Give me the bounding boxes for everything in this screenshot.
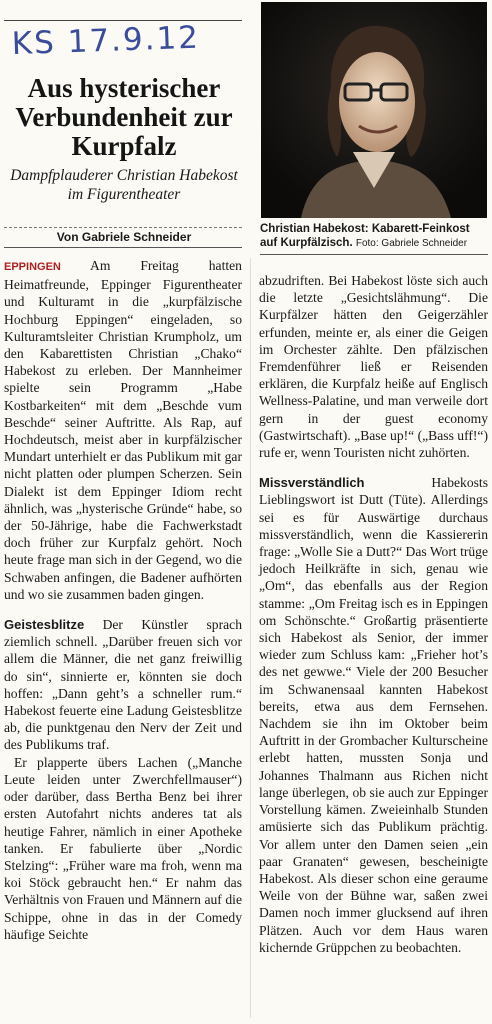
dateline: EPPINGEN xyxy=(4,261,61,273)
byline-divider xyxy=(4,227,242,228)
paragraph-5-text: Habekosts Lieblingswort ist Dutt (Tüte). Allerdings sei es für Auswärtige durchaus missverständlich, wenn die Kassiererin frage: „Wolle Sie a Dutt?“ Das Wort trüge jedoch Heilkräfte in sich, genau wie „Om“, das ebenfalls aus der Region stamme: „Om Freitag isch es in Eppingen om Schönschte.“ Großartig präsentierte sich Habekost als Senior, der immer wieder zum Schluss kam: „Frieher hot’s des net gewwe.“ Viele der 200 Besucher im Schwanensaal kannten Habekost bereits, etwa aus dem Fernsehen. Nachdem sie ihn im Oktober beim Auftritt in der Grombacher Kulturscheine erlebt hatten, mussten Sonja und Johannes Thalmann aus Richen nicht lange überlegen, ob sie auch zur Eppinger Vorstellung kämen. Zweieinhalb Stunden amüsierte sich das Publikum prächtig. Vor allem unter den Damen seien „ein paar Granaten“ gewesen, bescheinigte Habekost. Als dieser schon eine geraume Weile von der Bühne war, saßen zwei Damen noch immer glucksend auf ihren Plätzen. Auch vor dem Haus waren kichernde Grüppchen zu beobachten. xyxy=(259,475,488,955)
spacer xyxy=(259,461,488,474)
paragraph-geistesblitze xyxy=(4,616,242,754)
paragraph-2-text: Der Künstler sprach ziemlich schnell. „Darüber freuen sich vor allem die Männer, die net ganz freiwillig do sin“, sinnierte er, könnten sie doch hoffen: „Dann geht’s a schneller rum.“ Habekost feuerte eine Ladung Geistesblitze ab, die punktgenau den Nerv der Zeit und des Publikums traf. xyxy=(4,617,242,753)
paragraph-intro xyxy=(4,257,242,603)
portrait-photo xyxy=(261,2,487,218)
subhead-missverstaendlich: Missverständlich xyxy=(259,475,365,491)
top-rule xyxy=(4,20,242,21)
byline: Von Gabriele Schneider xyxy=(56,230,192,244)
photo-caption xyxy=(260,222,488,251)
paragraph-4: abzudriften. Bei Habekost löste sich auch die letzte „Gesichtslähmung“. Die Kurpfälzer hätten den Geigerzähler erfunden, meinte er, als einer die Geigen im Orchester zählte. Den pfälzischen Fremdenführer ließ er Reisenden erklären, die Kurpfalz heiße auf Englisch Wellness-Palatine, und man verweile dort gern in der guest economy (Gastwirtschaft). „Base up!“ („Bass uff!“) rufe er, wenn Touristen nicht zuhörten. xyxy=(259,273,488,461)
byline-rule xyxy=(4,247,242,248)
paragraph-missverstaendlich xyxy=(259,474,488,956)
article-column-right xyxy=(259,272,488,956)
column-divider xyxy=(250,258,251,1018)
article-column-left xyxy=(4,257,242,943)
portrait-illustration xyxy=(261,2,487,218)
handwritten-date-note: KS 17.9.12 xyxy=(11,19,201,63)
paragraph-3: Er plapperte übers Lachen („Manche Leute leiden unter Zwerchfellmauser“) oder darüber, dass Bertha Benz bei ihrer ersten Autofahrt nichts anderes tat als heutige Fahrer, nämlich in einer Apotheke tanken. Er fabulierte über „Nordic Stelzing“: „Früher ware ma froh, wenn ma koi Stöck gebraucht hen.“ Er nahm das Verhältnis von Frauen und Männern auf die Schippe, ohne in das in der Comedy häufige Seichte xyxy=(4,754,242,942)
headline: Aus hysterischer Verbundenheit zur Kurpfalz xyxy=(15,73,233,161)
subhead-geistesblitze: Geistesblitze xyxy=(4,617,85,633)
paragraph-1-text: Am Freitag hatten Heimatfreunde, Eppinger Figurentheater und Kulturamt in die „kurpfälzische Hochburg Eppingen“ eingeladen, so Kulturamtsleiter Christian Krumpholz, um den Kabarettisten Christian „Chako“ Habekost zu erleben. Der Mannheimer spielte sein Programm „Habe Kostbarkeiten“ mit dem „Beschde vum Beschde“ seiner Auftritte. Als Rap, auf Hochdeutsch, meist aber in kurpfälzischer Mundart unterhielt er das Publikum mit gar nicht platten oder plumpen Scherzen. Sein Dialekt ist dem Eppinger Idiom recht ähnlich, was „hysterische Gründe“ habe, so der 50-Jährige, habe die Fachwerkstadt doch früher zur Kurpfalz gehört. Noch heute frage man sich in der Gegend, wo die Schwaben anfingen, die Badener aufhörten und wo sie zusammen baden gingen. xyxy=(4,258,242,602)
photo-credit: Foto: Gabriele Schneider xyxy=(355,238,468,249)
spacer xyxy=(4,603,242,616)
caption-rule xyxy=(260,254,488,255)
subheadline: Dampfplauderer Christian Habekost im Figurentheater xyxy=(10,167,238,203)
caption-text: Christian Habekost: Kabarett-Feinkost auf Kurpfälzisch. xyxy=(260,223,470,249)
